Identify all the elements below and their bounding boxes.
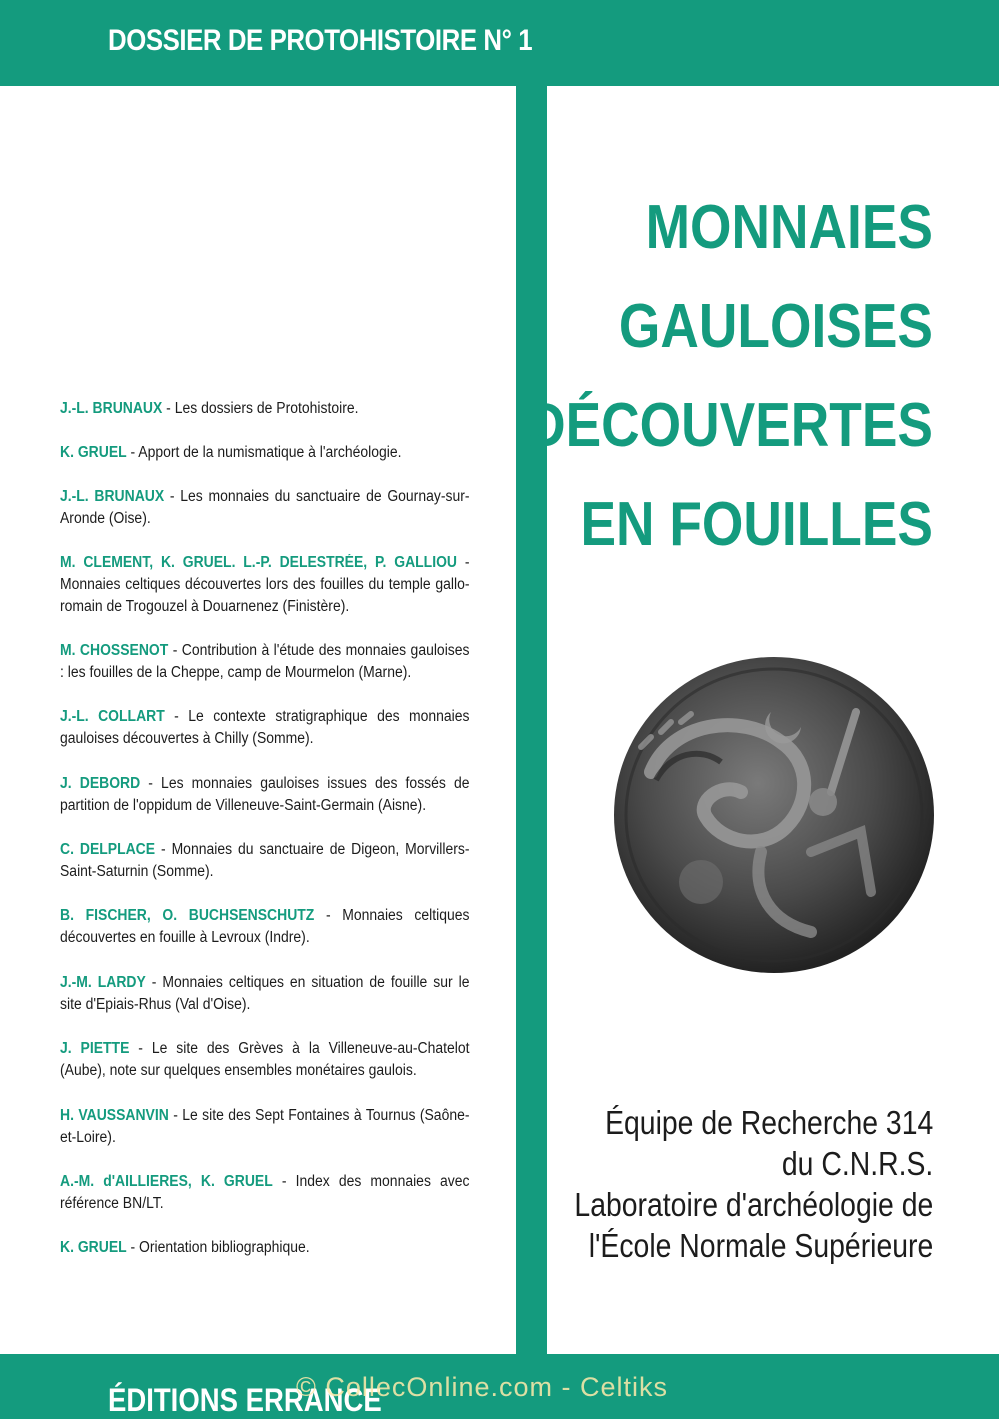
book-title xyxy=(461,178,933,574)
contents-entry xyxy=(60,905,470,949)
entry-title: - Apport de la numismatique à l'archéologie. xyxy=(126,444,402,461)
contents-entry xyxy=(60,706,470,750)
institution-line: Équipe de Recherche 314 xyxy=(604,1104,933,1141)
title-line: GAULOISES xyxy=(618,292,933,361)
entry-author: M. CLEMENT, K. GRUEL. L.-P. DELESTRÉE, P. GALLIOU xyxy=(60,554,458,571)
entry-title: - Monnaies du sanctuaire de Digeon, Morvillers-Saint-Saturnin (Somme). xyxy=(60,841,470,880)
title-line: DÉCOUVERTES xyxy=(527,391,933,460)
entry-author: J.-L. BRUNAUX xyxy=(60,488,165,505)
entry-title: - Le site des Grèves à la Villeneuve-au-Chatelot (Aube), note sur quelques ensembles monétaires gaulois. xyxy=(60,1040,470,1079)
contents-entry xyxy=(60,552,470,618)
entry-title: - Orientation bibliographique. xyxy=(126,1239,310,1256)
entry-author: J. DEBORD xyxy=(60,775,141,792)
entry-title: - Les monnaies du sanctuaire de Gournay-sur-Aronde (Oise). xyxy=(60,488,470,527)
series-title: DOSSIER DE PROTOHISTOIRE N° 1 xyxy=(108,24,533,57)
entry-author: J.-L. BRUNAUX xyxy=(60,400,163,417)
entry-title: - Index des monnaies avec référence BN/LT. xyxy=(60,1173,470,1212)
institution-line: Laboratoire d'archéologie de xyxy=(574,1186,933,1223)
entry-author: J. PIETTE xyxy=(60,1040,130,1057)
entry-title: - Monnaies celtiques découvertes en fouille à Levroux (Indre). xyxy=(60,907,470,946)
contents-entry xyxy=(60,1171,470,1215)
contents-entry xyxy=(60,486,470,530)
watermark: © CollecOnline.com - Celtiks xyxy=(296,1372,668,1402)
institution-line: l'École Normale Supérieure xyxy=(588,1227,933,1264)
entry-title: - Le contexte stratigraphique des monnaies gauloises découvertes à Chilly (Somme). xyxy=(60,708,470,747)
title-line: MONNAIES xyxy=(645,193,933,262)
publisher-name: ÉDITIONS ERRANCE xyxy=(108,1382,382,1418)
entry-author: J.-L. COLLART xyxy=(60,708,165,725)
entry-author: K. GRUEL xyxy=(60,444,127,461)
institution-line: du C.N.R.S. xyxy=(781,1145,933,1182)
contents-entry xyxy=(60,972,470,1016)
entry-title: - Les dossiers de Protohistoire. xyxy=(162,400,359,417)
gaulish-coin-photo xyxy=(611,652,937,978)
entry-author: K. GRUEL xyxy=(60,1239,127,1256)
entry-author: J.-M. LARDY xyxy=(60,974,146,991)
entry-title: - Monnaies celtiques en situation de fouille sur le site d'Epiais-Rhus (Val d'Oise). xyxy=(60,974,470,1013)
contents-entry xyxy=(60,640,470,684)
contents-entry xyxy=(60,1105,470,1149)
contents-entry xyxy=(60,442,470,464)
entry-author: H. VAUSSANVIN xyxy=(60,1107,169,1124)
entry-author: M. CHOSSENOT xyxy=(60,642,169,659)
entry-title: - Le site des Sept Fontaines à Tournus (Saône-et-Loire). xyxy=(60,1107,470,1146)
title-line: EN FOUILLES xyxy=(580,490,933,559)
entry-author: C. DELPLACE xyxy=(60,841,156,858)
institution-credit xyxy=(516,1102,933,1266)
entry-title: - Monnaies celtiques découvertes lors des fouilles du temple gallo-romain de Trogouzel à Douarnenez (Finistère). xyxy=(60,554,470,615)
entry-title: - Contribution à l'étude des monnaies gauloises : les fouilles de la Cheppe, camp de Mourmelon (Marne). xyxy=(60,642,470,681)
contents-entry xyxy=(60,398,470,420)
entry-title: - Les monnaies gauloises issues des fossés de partition de l'oppidum de Villeneuve-Saint-Germain (Aisne). xyxy=(60,775,470,814)
entry-author: A.-M. d'AILLIERES, K. GRUEL xyxy=(60,1173,273,1190)
entry-author: B. FISCHER, O. BUCHSENSCHUTZ xyxy=(60,907,315,924)
contents-entry xyxy=(60,839,470,883)
series-band xyxy=(0,0,999,86)
contents-entry xyxy=(60,773,470,817)
contents-entry xyxy=(60,1237,470,1259)
contents-entry xyxy=(60,1038,470,1082)
